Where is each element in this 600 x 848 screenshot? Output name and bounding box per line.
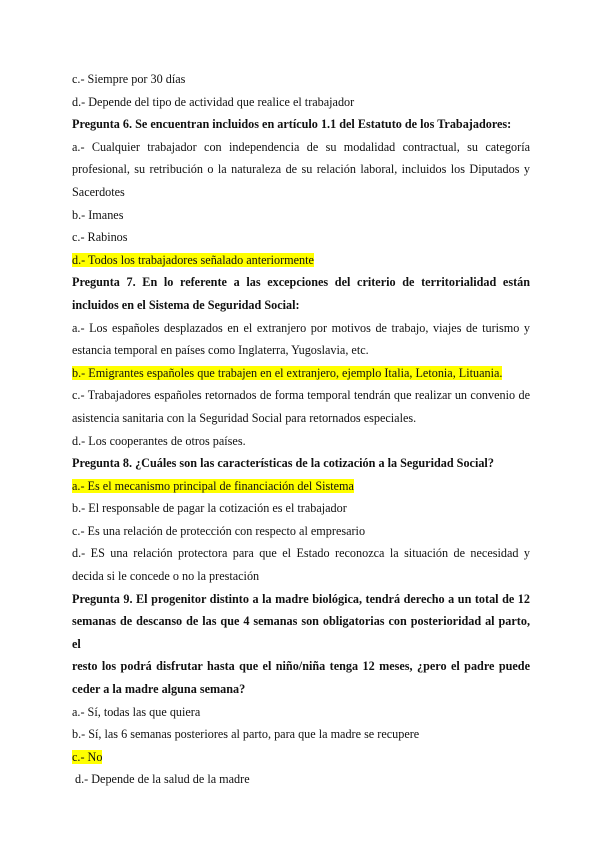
line-text: estancia temporal en países como Inglaterra, Yugoslavia, etc. xyxy=(72,343,369,358)
line-text: Pregunta 6. Se encuentran incluidos en artículo 1.1 del Estatuto de los Trabajadores: xyxy=(72,117,512,132)
line-text: a.- Sí, todas las que quiera xyxy=(72,704,201,719)
text-line xyxy=(72,384,530,407)
highlighted-text: a.- Es el mecanismo principal de financiación del Sistema xyxy=(72,478,354,493)
line-text: profesional, su retribución o la naturaleza de su relación laboral, incluidos los Diputados y xyxy=(72,162,530,177)
line-text: a.- Los españoles desplazados en el extranjero por motivos de trabajo, viajes de turismo y xyxy=(72,320,530,335)
line-text: Sacerdotes xyxy=(72,184,125,199)
text-line xyxy=(72,520,530,543)
highlighted-text: d.- Todos los trabajadores señalado anteriormente xyxy=(72,252,314,267)
question-line xyxy=(72,588,530,611)
question-line xyxy=(72,113,530,136)
text-line xyxy=(72,430,530,453)
line-text: d.- Los cooperantes de otros países. xyxy=(72,433,246,448)
question-line xyxy=(72,271,530,294)
question-line xyxy=(72,678,530,701)
line-text: c.- Siempre por 30 días xyxy=(72,72,186,86)
line-text: c.- Es una relación de protección con respecto al empresario xyxy=(72,523,366,538)
text-line xyxy=(72,701,530,724)
highlighted-answer-line xyxy=(72,746,530,769)
text-line xyxy=(72,497,530,520)
text-line xyxy=(72,204,530,227)
text-line xyxy=(72,68,530,91)
line-text: ceder a la madre alguna semana? xyxy=(72,682,246,697)
line-text: c.- Rabinos xyxy=(72,230,128,245)
highlighted-text: b.- Emigrantes españoles que trabajen en el extranjero, ejemplo Italia, Letonia, Lituania. xyxy=(72,365,503,380)
line-text: Pregunta 7. En lo referente a las excepciones del criterio de territorialidad están xyxy=(72,275,530,290)
question-line xyxy=(72,294,530,317)
line-text: c.- Trabajadores españoles retornados de forma temporal tendrán que realizar un convenio de xyxy=(72,388,530,403)
line-text: semanas de descanso de las que 4 semanas son obligatorias con posterioridad al parto, el xyxy=(72,614,530,651)
text-line xyxy=(72,565,530,588)
text-line xyxy=(72,181,530,204)
highlighted-answer-line xyxy=(72,249,530,272)
line-text: Pregunta 8. ¿Cuáles son las características de la cotización a la Seguridad Social? xyxy=(72,456,494,471)
line-text: asistencia sanitaria con la Seguridad Social para retornados especiales. xyxy=(72,410,417,425)
line-text: b.- Sí, las 6 semanas posteriores al parto, para que la madre se recupere xyxy=(72,727,420,742)
text-line xyxy=(72,91,530,114)
text-line xyxy=(72,226,530,249)
question-line xyxy=(72,452,530,475)
line-text: a.- Cualquier trabajador con independencia de su modalidad contractual, su categoría xyxy=(72,139,530,154)
highlighted-answer-line xyxy=(72,475,530,498)
line-text: b.- El responsable de pagar la cotización es el trabajador xyxy=(72,501,347,516)
text-line xyxy=(72,317,530,340)
highlighted-text: c.- No xyxy=(72,749,103,764)
line-text: d.- ES una relación protectora para que el Estado reconozca la situación de necesidad y xyxy=(72,546,530,561)
text-line xyxy=(72,136,530,159)
document-body xyxy=(72,68,530,791)
question-line xyxy=(72,655,530,678)
highlighted-answer-line xyxy=(72,362,530,385)
line-text: d.- Depende del tipo de actividad que realice el trabajador xyxy=(72,94,355,109)
line-text: Pregunta 9. El progenitor distinto a la madre biológica, tendrá derecho a un total de 12 xyxy=(72,591,530,606)
line-text: b.- Imanes xyxy=(72,207,124,222)
text-line xyxy=(72,723,530,746)
line-text: incluidos en el Sistema de Seguridad Social: xyxy=(72,297,300,312)
text-line xyxy=(72,768,530,791)
text-line xyxy=(72,407,530,430)
text-line xyxy=(72,339,530,362)
line-text: decida si le concede o no la prestación xyxy=(72,569,260,584)
question-line xyxy=(72,610,530,655)
line-text: resto los podrá disfrutar hasta que el niño/niña tenga 12 meses, ¿pero el padre puede xyxy=(72,659,530,674)
line-text: d.- Depende de la salud de la madre xyxy=(75,772,250,787)
text-line xyxy=(72,542,530,565)
text-line xyxy=(72,158,530,181)
